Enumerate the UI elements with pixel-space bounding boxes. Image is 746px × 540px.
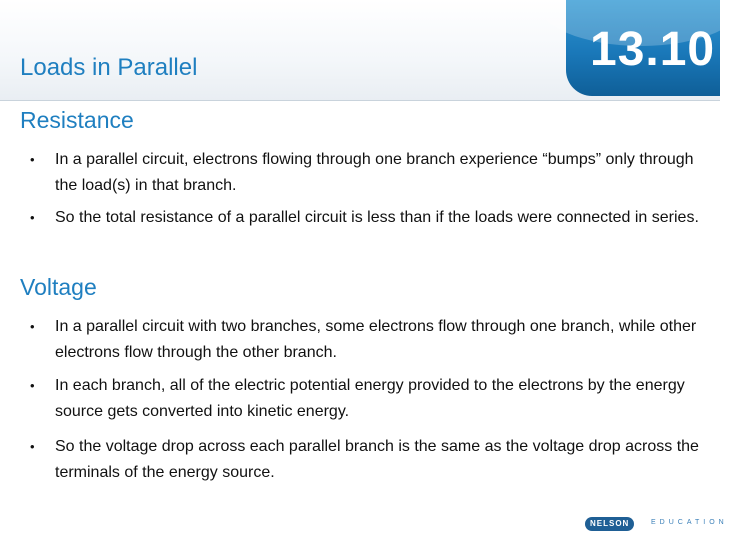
logo-primary-text: NELSON: [585, 517, 634, 531]
chapter-number: 13.10: [590, 23, 716, 76]
bullet-text: So the total resistance of a parallel circuit is less than if the loads were connected in series.: [55, 209, 699, 226]
bullet-text: So the voltage drop across each parallel branch is the same as the voltage drop across the terminals of the energy source.: [55, 438, 699, 481]
logo-secondary-text: EDUCATION: [651, 519, 728, 526]
slide-title: Loads in Parallel: [20, 54, 198, 81]
bullet-dot: •: [30, 319, 35, 334]
bullet-text: In a parallel circuit with two branches, some electrons flow through one branch, while other electrons flow through the other branch.: [55, 318, 697, 361]
chapter-badge: [566, 0, 720, 96]
nelson-education-logo: [585, 517, 728, 533]
bullet-dot: •: [30, 378, 35, 393]
bullet-text: In a parallel circuit, electrons flowing through one branch experience “bumps” only through the load(s) in that branch.: [55, 151, 694, 194]
bullet-dot: •: [30, 439, 35, 454]
bullet-dot: •: [30, 210, 35, 225]
header-divider: [0, 100, 720, 101]
section-heading-voltage: Voltage: [20, 274, 97, 300]
bullet-dot: •: [30, 152, 35, 167]
bullet-text: In each branch, all of the electric potential energy provided to the electrons by the energy source gets converted into kinetic energy.: [55, 377, 685, 420]
section-heading-resistance: Resistance: [20, 107, 134, 133]
